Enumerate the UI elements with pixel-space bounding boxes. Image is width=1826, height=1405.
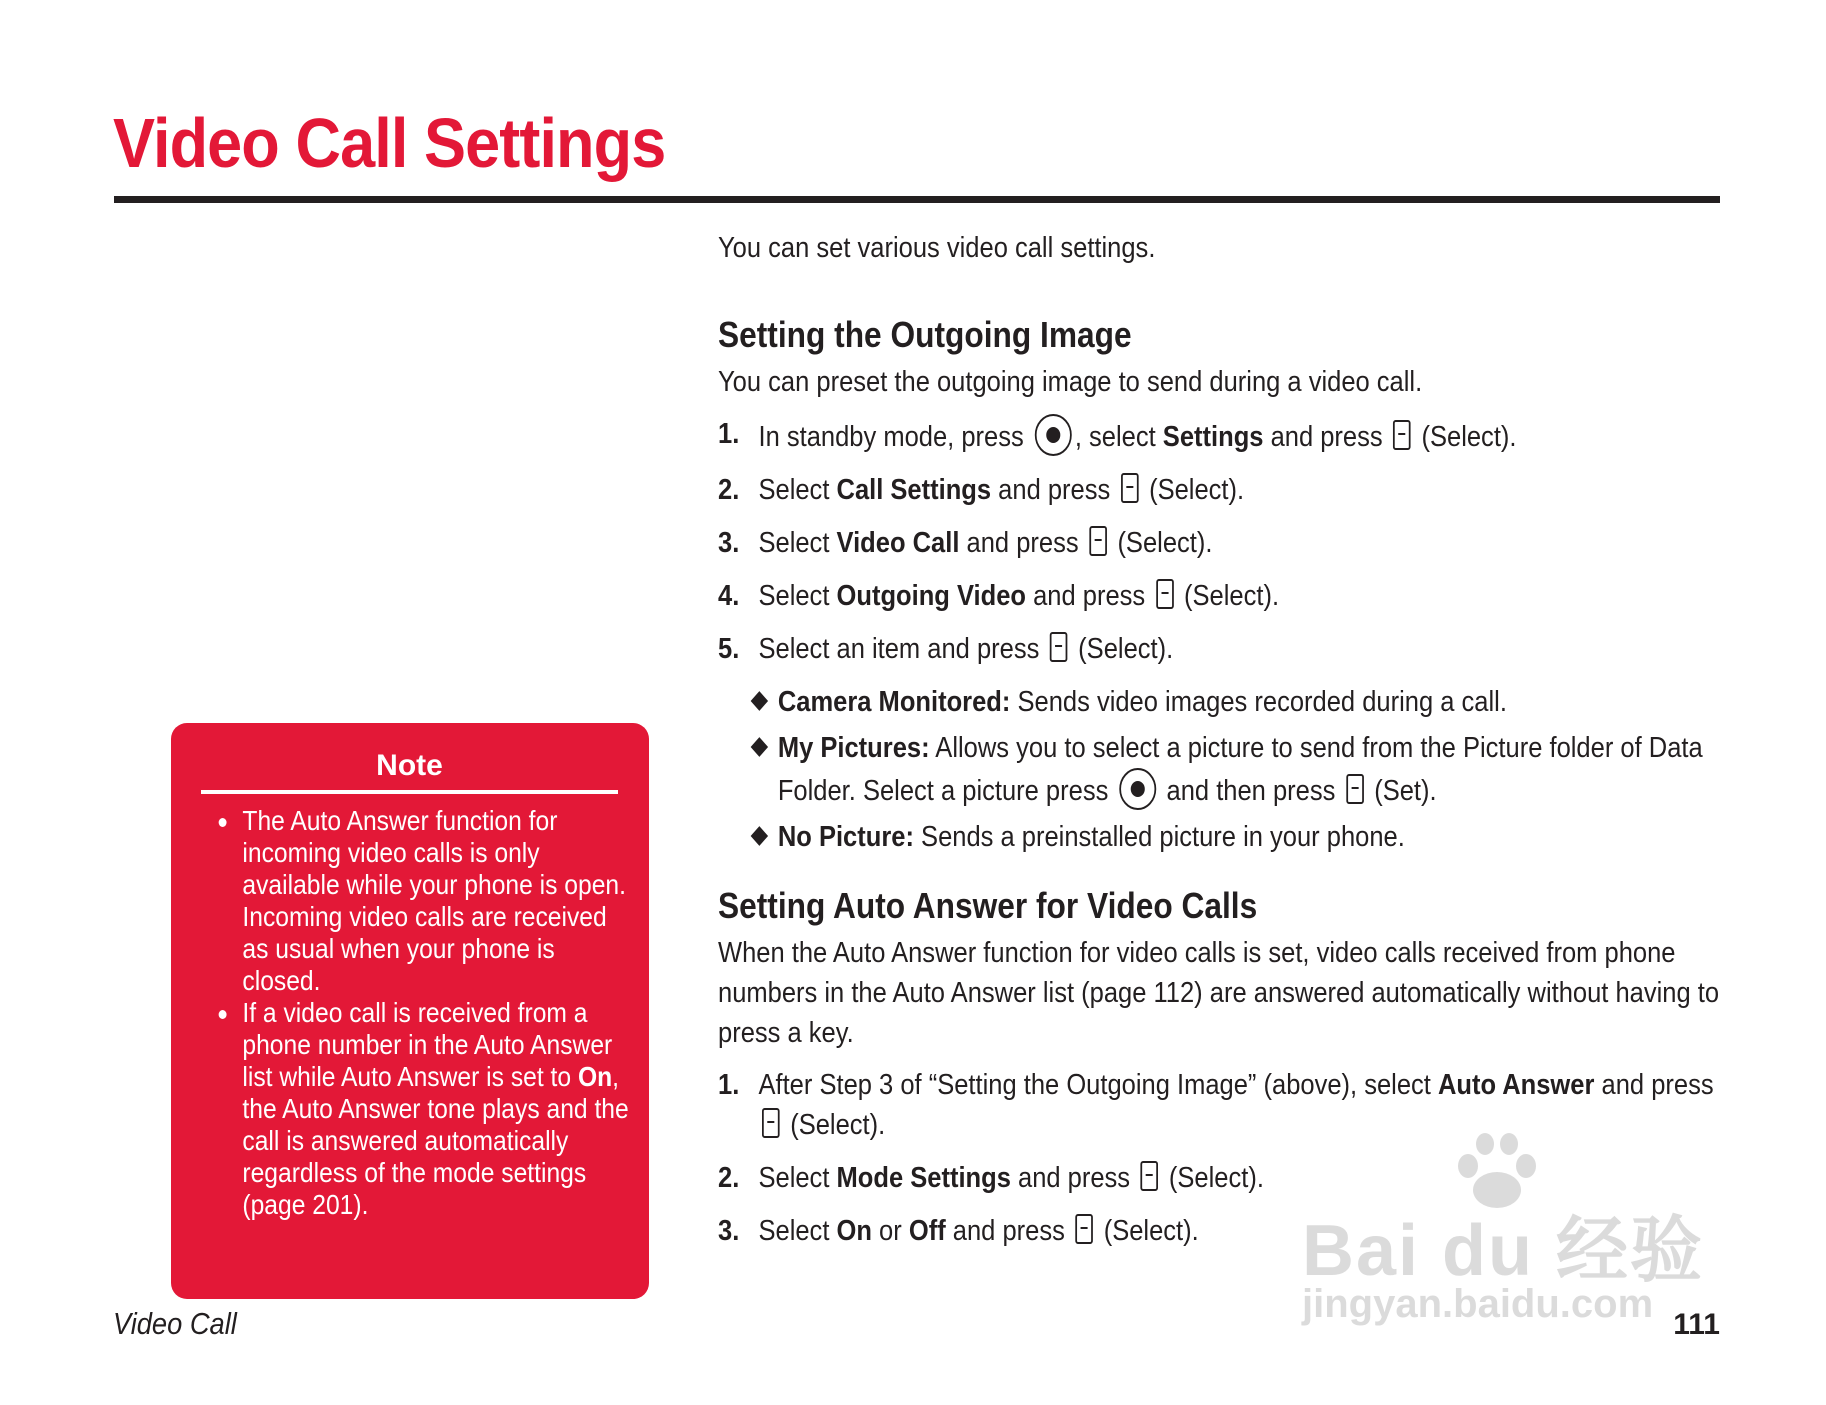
main-column	[718, 228, 1723, 1264]
step-item: 3. Select On or Off and press (Select).	[718, 1215, 1199, 1247]
softkey-icon	[1089, 526, 1107, 556]
note-item: If a video call is received from a phone number in the Auto Answer list while Auto Answer is set to On, the Auto Answer tone plays and the call is answered automatically regardless of the mode settings (page 201).	[216, 997, 630, 1221]
section1-heading: Setting the Outgoing Image	[718, 314, 1132, 355]
softkey-icon	[762, 1108, 780, 1138]
step-item: 3. Select Video Call and press (Select).	[718, 527, 1213, 559]
note-title: Note	[376, 749, 443, 782]
softkey-icon	[1050, 632, 1068, 662]
options-list	[718, 682, 1721, 857]
step-item: 1. After Step 3 of “Setting the Outgoing Image” (above), select Auto Answer and press (Select).	[718, 1069, 1714, 1141]
option-item: My Pictures: Allows you to select a picture to send from the Picture folder of Data Folder. Select a picture press and then press (Set).	[718, 728, 1721, 811]
softkey-icon	[1141, 1161, 1159, 1191]
softkey-icon	[1156, 579, 1174, 609]
softkey-icon	[1346, 774, 1364, 804]
page-number: 111	[1673, 1308, 1720, 1341]
note-body	[216, 805, 636, 1221]
navigation-key-icon	[1119, 768, 1156, 810]
step-item: 1. In standby mode, press , select Settings and press (Select).	[718, 414, 1721, 457]
title-rule	[114, 196, 1720, 203]
section2	[718, 883, 1721, 1251]
option-item: No Picture: Sends a preinstalled picture in your phone.	[718, 817, 1721, 857]
step-item: 5. Select an item and press (Select).	[718, 633, 1174, 665]
watermark-url: jingyan.baidu.com	[1302, 1282, 1654, 1326]
softkey-icon	[1075, 1214, 1093, 1244]
note-rule	[201, 790, 618, 794]
softkey-icon	[1393, 420, 1411, 450]
section1-steps	[718, 414, 1721, 669]
note-box	[171, 723, 649, 1299]
section1-text: You can preset the outgoing image to send during a video call.	[718, 366, 1423, 398]
intro-text: You can set various video call settings.	[718, 232, 1156, 264]
diamond-bullet-icon	[751, 826, 768, 846]
section2-heading: Setting Auto Answer for Video Calls	[718, 885, 1258, 926]
option-item: Camera Monitored: Sends video images recorded during a call.	[718, 682, 1721, 722]
diamond-bullet-icon	[751, 691, 768, 711]
step-item: 4. Select Outgoing Video and press (Select).	[718, 580, 1280, 612]
note-item: The Auto Answer function for incoming video calls is only available while your phone is open. Incoming video calls are received as usual when your phone is closed.	[216, 805, 630, 997]
navigation-key-icon	[1034, 414, 1071, 456]
softkey-icon	[1121, 473, 1139, 503]
diamond-bullet-icon	[751, 737, 768, 757]
watermark-logo-text: Bai du 经验	[1302, 1211, 1705, 1291]
section2-steps	[718, 1065, 1721, 1251]
section2-text: When the Auto Answer function for video calls is set, video calls received from phone numbers in the Auto Answer list (page 112) are answered automatically without having to press a key.	[718, 937, 1720, 1049]
step-item: 2. Select Call Settings and press (Select).	[718, 474, 1245, 506]
page-title: Video Call Settings	[113, 104, 666, 182]
footer-section-name: Video Call	[113, 1306, 237, 1341]
step-item: 2. Select Mode Settings and press (Select).	[718, 1162, 1264, 1194]
